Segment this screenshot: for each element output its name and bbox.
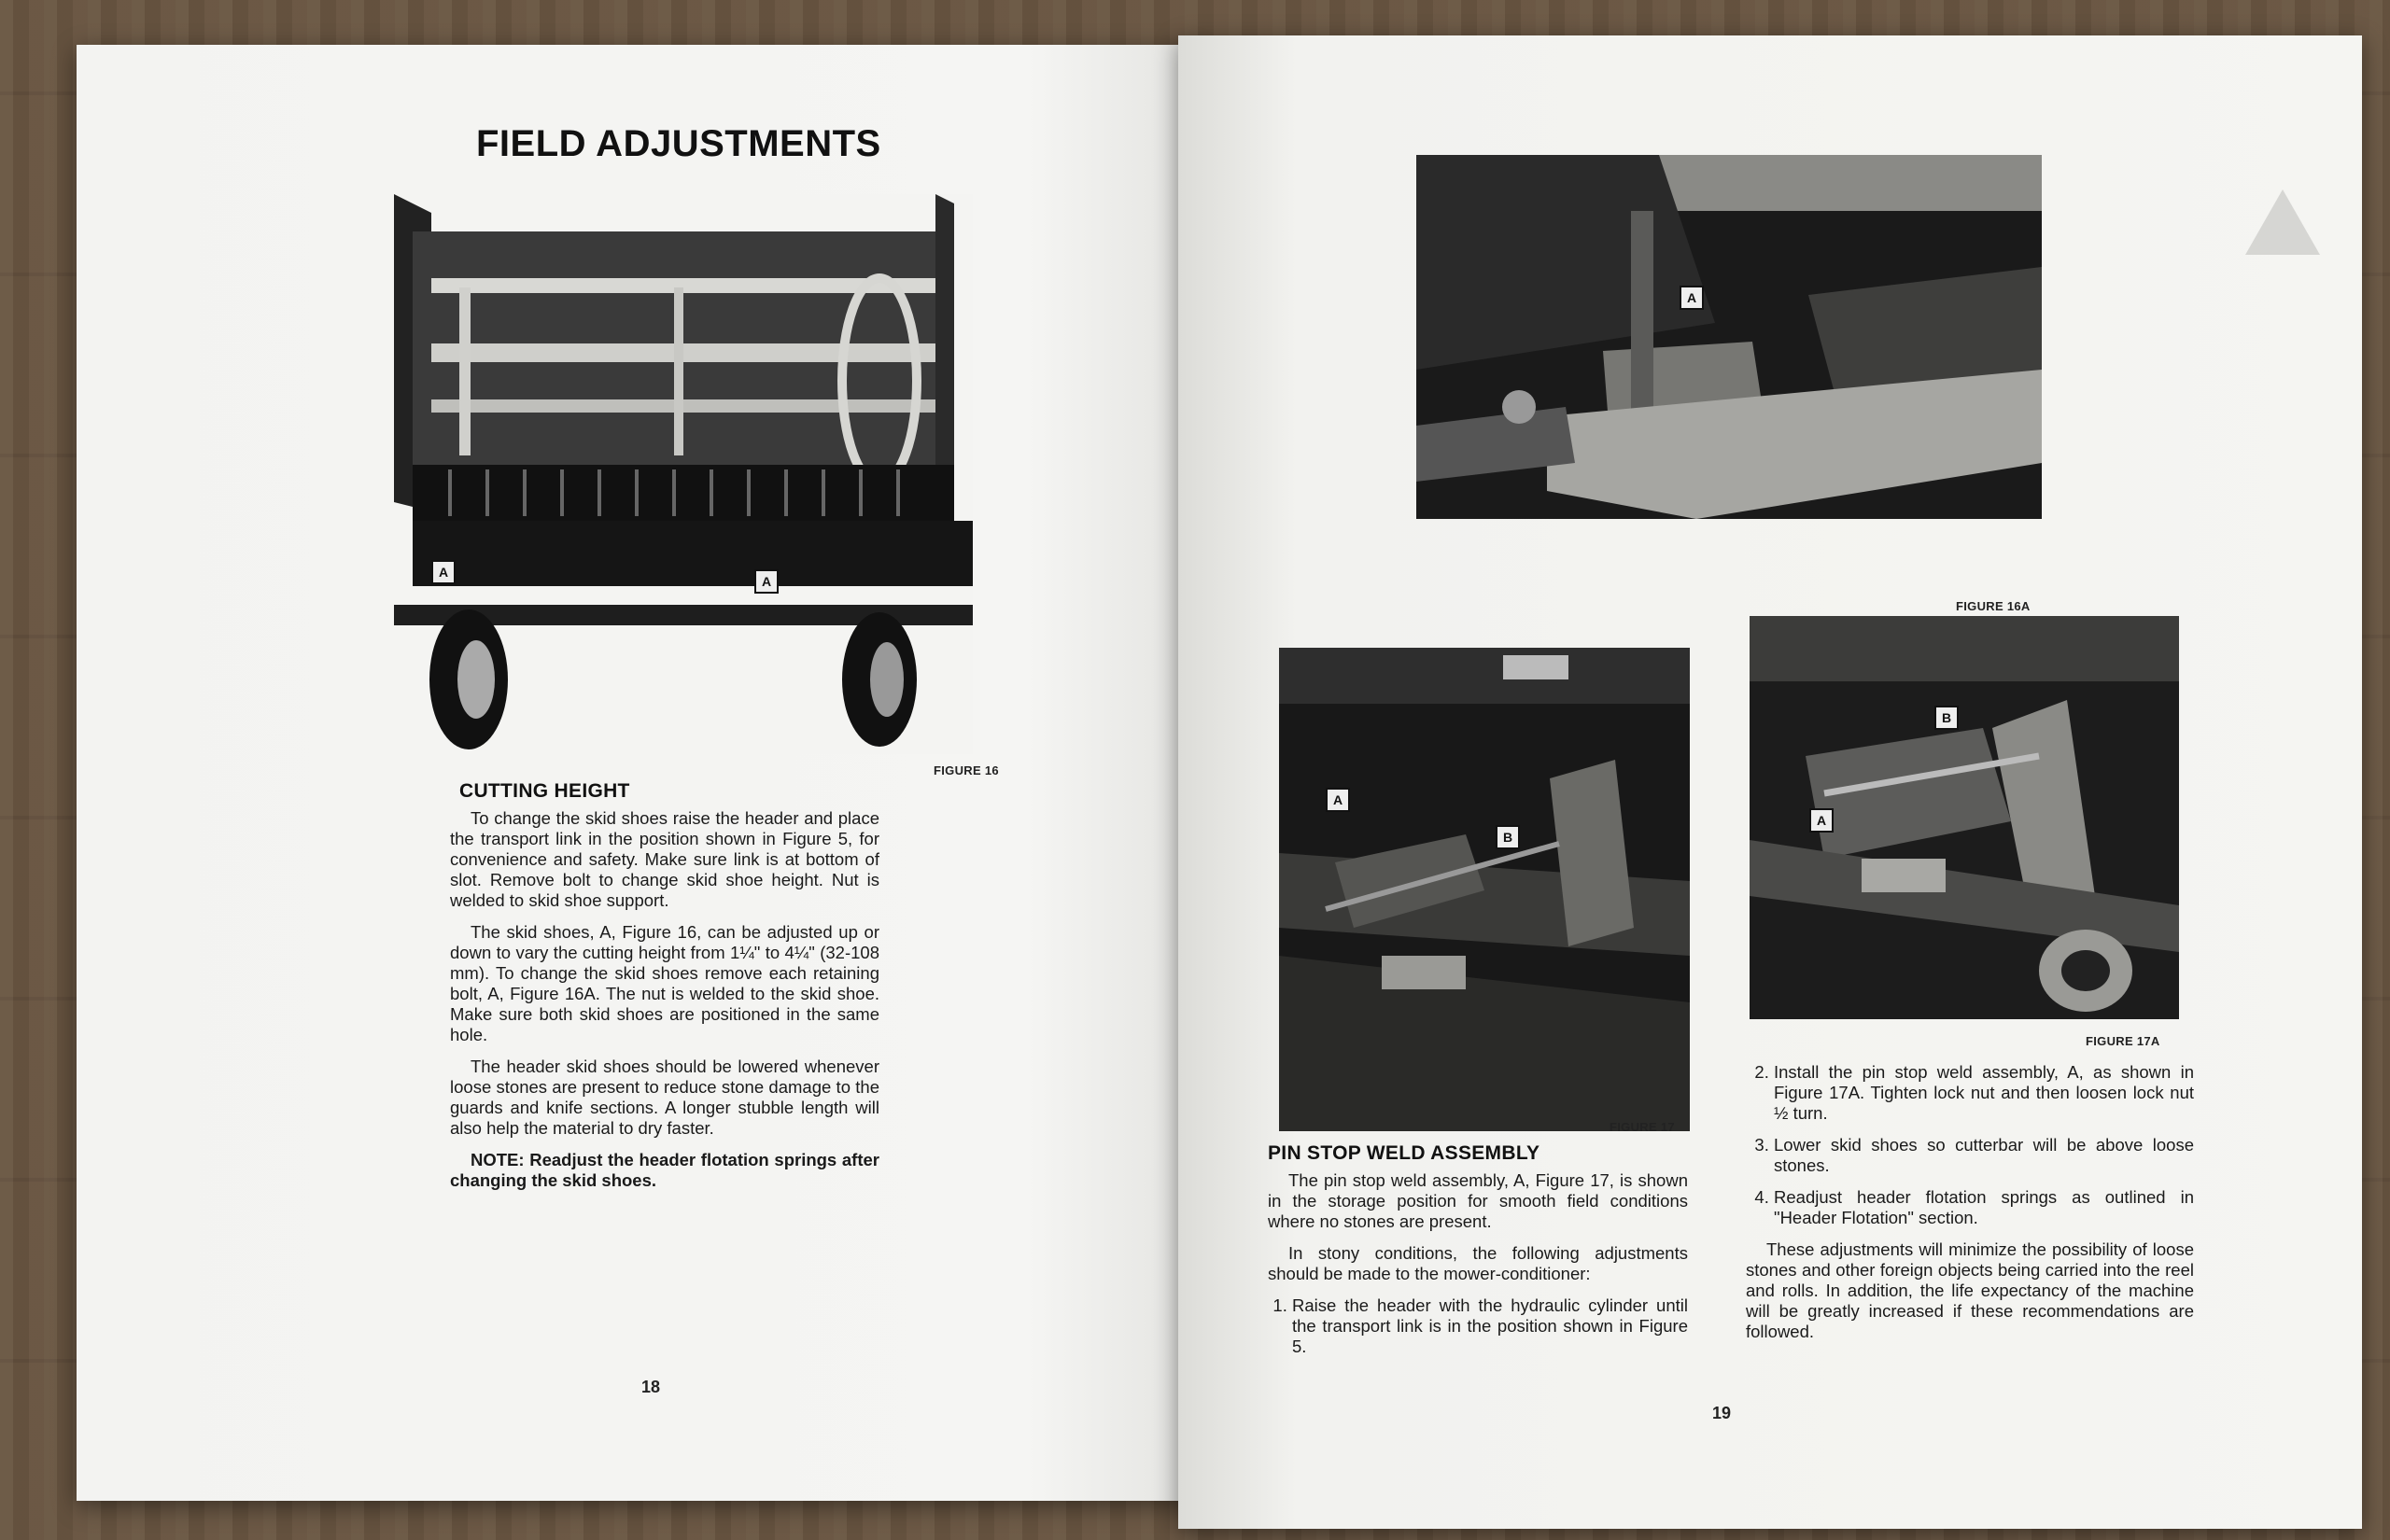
cutting-height-paragraph: The header skid shoes should be lowered whenever loose stones are present to reduce stone damage to the guards and knife sections. A longer stubble length will also help the material to dry faster.	[450, 1057, 879, 1138]
pin-stop-body-right	[1746, 1062, 2194, 1353]
left-page	[77, 45, 1197, 1501]
pin-stop-steps-part1	[1268, 1295, 1688, 1357]
cutting-height-heading: CUTTING HEIGHT	[459, 780, 630, 802]
pin-stop-closing: These adjustments will minimize the possibility of loose stones and other foreign objects being carried into the reel and rolls. In addition, the life expectancy of the machine will be greatly increased if these recommendations are followed.	[1746, 1239, 2194, 1341]
right-page	[1178, 35, 2362, 1529]
faint-show-through-triangle-icon	[2241, 185, 2325, 259]
figure-16a-photo	[1416, 155, 2042, 519]
pin-stop-step: 4. Readjust header flotation springs as outlined in "Header Flotation" section.	[1774, 1187, 2194, 1228]
figure-17-label-a: A	[1326, 788, 1350, 812]
pin-stop-step: 1. Raise the header with the hydraulic cylinder until the transport link is in the position shown in Figure 5.	[1292, 1295, 1688, 1357]
mower-header-illustration	[394, 194, 973, 754]
pin-stop-heading: PIN STOP WELD ASSEMBLY	[1268, 1142, 1540, 1164]
page-number-right: 19	[1712, 1404, 1732, 1422]
pin-stop-step: 2. Install the pin stop weld assembly, A, as shown in Figure 17A. Tighten lock nut and then loosen lock nut ½ turn.	[1774, 1062, 2194, 1124]
figure-17a-caption: FIGURE 17A	[2086, 1034, 2160, 1048]
figure-16-label-a-left: A	[431, 560, 456, 584]
figure-17-caption: FIGURE 17	[1610, 1120, 1675, 1134]
cutting-height-body	[450, 808, 879, 1202]
figure-16a-caption: FIGURE 16A	[1956, 599, 2031, 613]
figure-16-label-a-right: A	[754, 569, 779, 594]
figure-17-photo	[1279, 648, 1690, 1131]
figure-17a-label-a: A	[1809, 808, 1834, 833]
figure-16-photo	[394, 194, 973, 754]
cutting-height-paragraph: The skid shoes, A, Figure 16, can be adjusted up or down to vary the cutting height from 1¼" to 4¼" (32-108 mm). To change the skid shoes remove each retaining bolt, A, Figure 16A. The nut is welded to the skid shoe. Make sure both skid shoes are positioned in the same hole.	[450, 922, 879, 1044]
pin-stop-paragraph: The pin stop weld assembly, A, Figure 17, is shown in the storage position for smooth field conditions where no stones are present.	[1268, 1170, 1688, 1231]
figure-16a-label-a: A	[1680, 286, 1704, 310]
pin-stop-steps-part2	[1746, 1062, 2194, 1228]
cutting-height-paragraph: To change the skid shoes raise the header and place the transport link in the position shown in Figure 5, for convenience and safety. Make sure link is at bottom of slot. Remove bolt to change skid shoe height. Nut is welded to skid shoe support.	[450, 808, 879, 910]
figure-17a-label-b: B	[1934, 706, 1959, 730]
figure-17a-photo	[1750, 616, 2179, 1019]
pin-stop-storage-photo	[1279, 648, 1690, 1131]
pin-stop-step: 3. Lower skid shoes so cutterbar will be above loose stones.	[1774, 1135, 2194, 1176]
skid-shoe-photo	[1416, 155, 2042, 519]
page-title: FIELD ADJUSTMENTS	[476, 123, 881, 164]
pin-stop-paragraph: In stony conditions, the following adjustments should be made to the mower-conditioner:	[1268, 1243, 1688, 1283]
figure-17-label-b: B	[1496, 825, 1520, 849]
page-number-left: 18	[641, 1378, 661, 1396]
cutting-height-note: NOTE: Readjust the header flotation springs after changing the skid shoes.	[450, 1150, 879, 1190]
figure-16-caption: FIGURE 16	[934, 763, 999, 777]
pin-stop-body-left	[1268, 1170, 1688, 1368]
